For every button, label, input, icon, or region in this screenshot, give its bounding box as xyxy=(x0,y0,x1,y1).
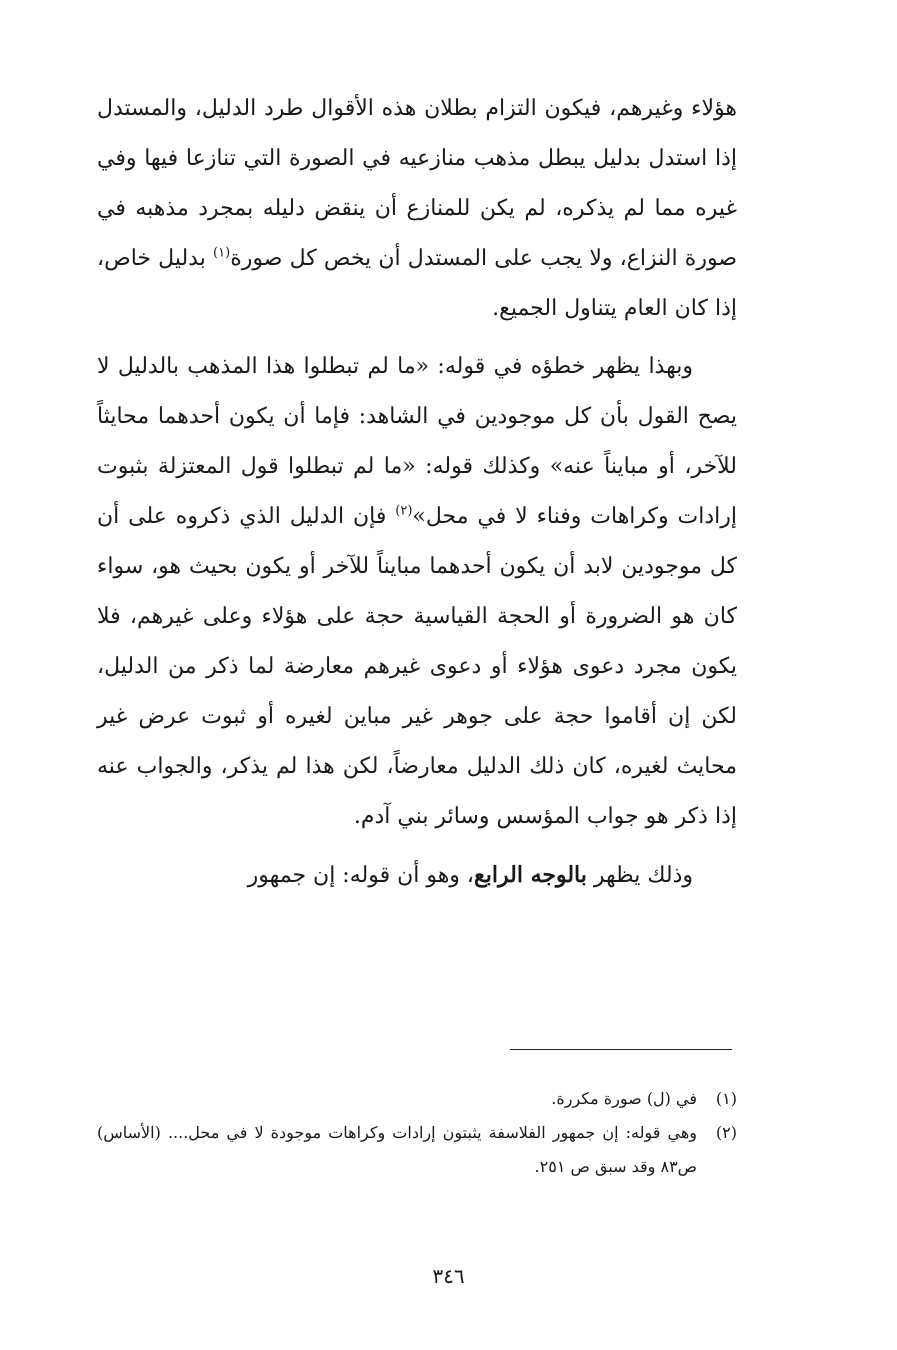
footnote-1 xyxy=(97,1082,737,1116)
paragraph-2-text: وبهذا يظهر خطؤه في قوله: «ما لم تبطلوا هذا المذهب بالدليل لا يصح القول بأن كل موجودين في الشاهد: فإما أن يكون أحدهما محايثاً للآخر، أو مبايناً عنه» وكذلك قوله: «ما لم تبطلوا قول المعتزلة بثبوت إرادات وكراهات وفناء لا في محل» xyxy=(97,354,738,529)
paragraph-2 xyxy=(97,342,737,842)
footnote-divider xyxy=(510,1049,732,1050)
footnote-1-text: في (ل) صورة مكررة. xyxy=(551,1089,697,1108)
paragraph-3 xyxy=(97,850,737,901)
paragraph-3-start: وذلك يظهر xyxy=(586,863,693,888)
footnote-ref-2: (٢) xyxy=(395,503,413,519)
footnote-1-number: (١) xyxy=(715,1089,737,1108)
paragraph-1-text: هؤلاء وغيرهم، فيكون التزام بطلان هذه الأقوال طرد الدليل، والمستدل إذا استدل بدليل يبطل مذهب منازعيه في الصورة التي تنازعا فيها وفي غيره مما لم يذكره، لم يكن للمنازع أن ينقض دليله بمجرد مذهبه في صورة النزاع، ولا يجب على المستدل أن يخص كل صورة xyxy=(97,96,737,271)
main-text-body xyxy=(97,84,737,901)
paragraph-1 xyxy=(97,84,737,334)
paragraph-1-tail: بدليل خاص، إذا كان العام يتناول الجميع. xyxy=(97,246,737,321)
paragraph-3-bold-heading: بالوجه الرابع xyxy=(474,862,587,888)
footnote-2-number: (٢) xyxy=(715,1123,737,1142)
paragraph-2-tail: فإن الدليل الذي ذكروه على أن كل موجودين لابد أن يكون أحدهما مبايناً للآخر أو يكون بحيث هو، سواء كان هو الضرورة أو الحجة القياسية حجة على هؤلاء وعلى غيرهم، فلا يكون مجرد دعوى هؤلاء أو دعوى غيرهم معارضة لما ذكر من الدليل، لكن إن أقاموا حجة على جوهر غير مباين لغيره أو ثبوت عرض غير محايث لغيره، كان ذلك الدليل معارضاً، لكن هذا لم يذكر، والجواب عنه إذا ذكر هو جواب المؤسس وسائر بني آدم. xyxy=(97,504,737,829)
page-number: ٣٤٦ xyxy=(432,1264,465,1288)
footnote-2 xyxy=(97,1116,737,1184)
footnote-2-text: وهي قوله: إن جمهور الفلاسفة يثبتون إرادات وكراهات موجودة لا في محل.... (الأساس) ص٨٣ وقد سبق ص ٢٥١. xyxy=(97,1123,697,1176)
paragraph-3-tail: ، وهو أن قوله: إن جمهور xyxy=(247,863,475,888)
footnotes-section xyxy=(97,1082,737,1184)
footnote-ref-1: (١) xyxy=(213,245,231,261)
